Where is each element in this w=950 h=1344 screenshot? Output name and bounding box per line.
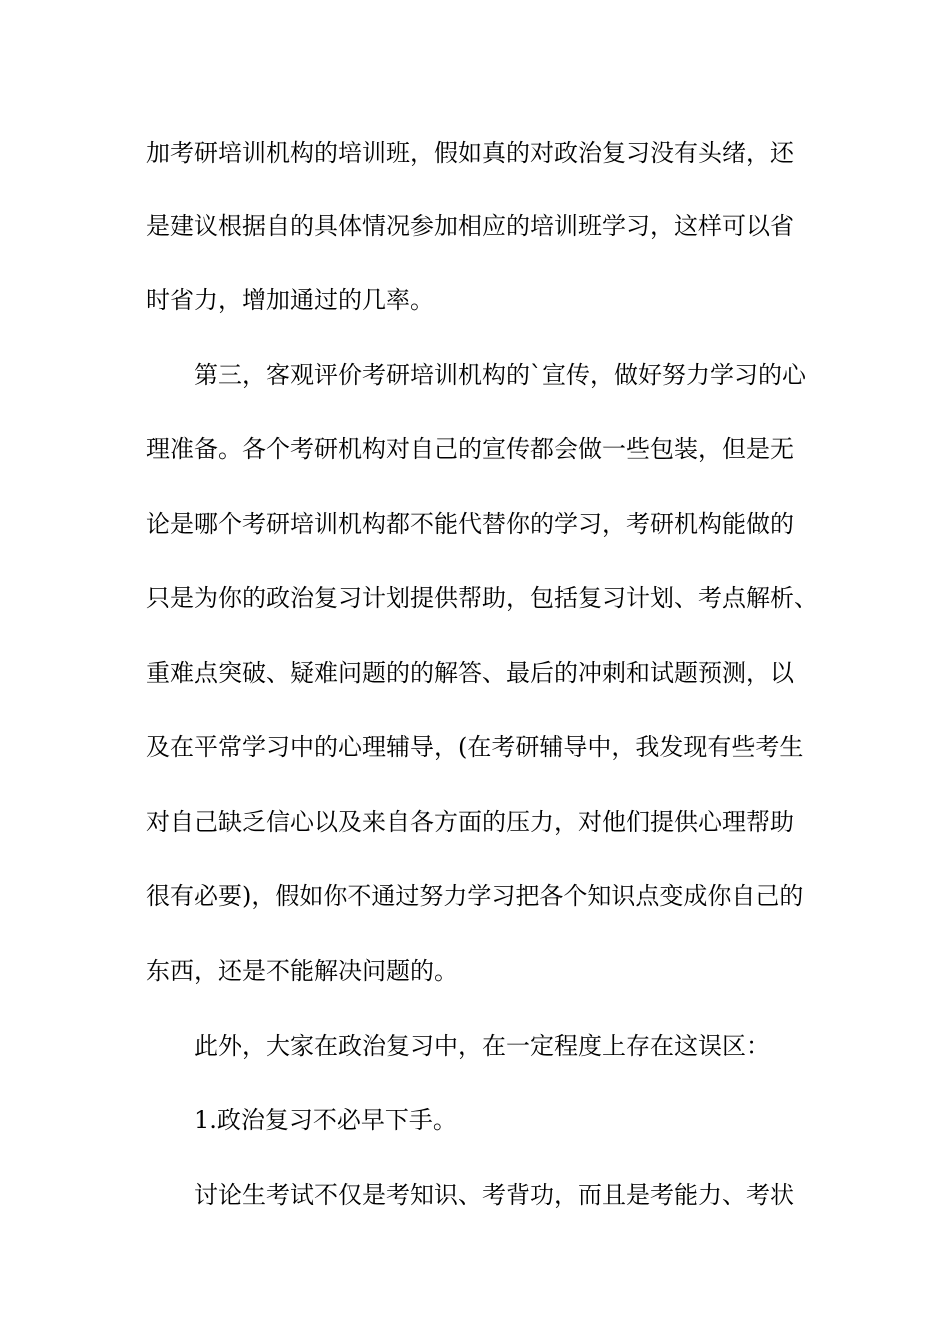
paragraph-start-line: 此外，大家在政治复习中，在一定程度上存在这误区： [194, 1032, 770, 1060]
text-line: 是建议根据自的具体情况参加相应的培训班学习，这样可以省 [146, 212, 794, 240]
text-line: 及在平常学习中的心理辅导，(在考研辅导中，我发现有些考生 [146, 733, 804, 761]
list-item-line: 1.政治复习不必早下手。 [194, 1106, 457, 1134]
text-line: 只是为你的政治复习计划提供帮助，包括复习计划、考点解析、 [146, 584, 818, 612]
text-line: 论是哪个考研培训机构都不能代替你的学习，考研机构能做的 [146, 510, 794, 538]
text-line: 时省力，增加通过的几率。 [146, 286, 434, 314]
text-line: 很有必要)，假如你不通过努力学习把各个知识点变成你自己的 [146, 882, 804, 910]
paragraph-start-line: 讨论生考试不仅是考知识、考背功，而且是考能力、考状 [194, 1181, 794, 1209]
text-line: 重难点突破、疑难问题的的解答、最后的冲刺和试题预测，以 [146, 659, 794, 687]
paragraph-start-line: 第三，客观评价考研培训机构的`宣传，做好努力学习的心 [194, 361, 806, 389]
text-line: 理准备。各个考研机构对自己的宣传都会做一些包装，但是无 [146, 435, 794, 463]
text-line: 对自己缺乏信心以及来自各方面的压力，对他们提供心理帮助 [146, 808, 794, 836]
text-line: 加考研培训机构的培训班，假如真的对政治复习没有头绪，还 [146, 139, 794, 167]
text-line: 东西，还是不能解决问题的。 [146, 957, 458, 985]
